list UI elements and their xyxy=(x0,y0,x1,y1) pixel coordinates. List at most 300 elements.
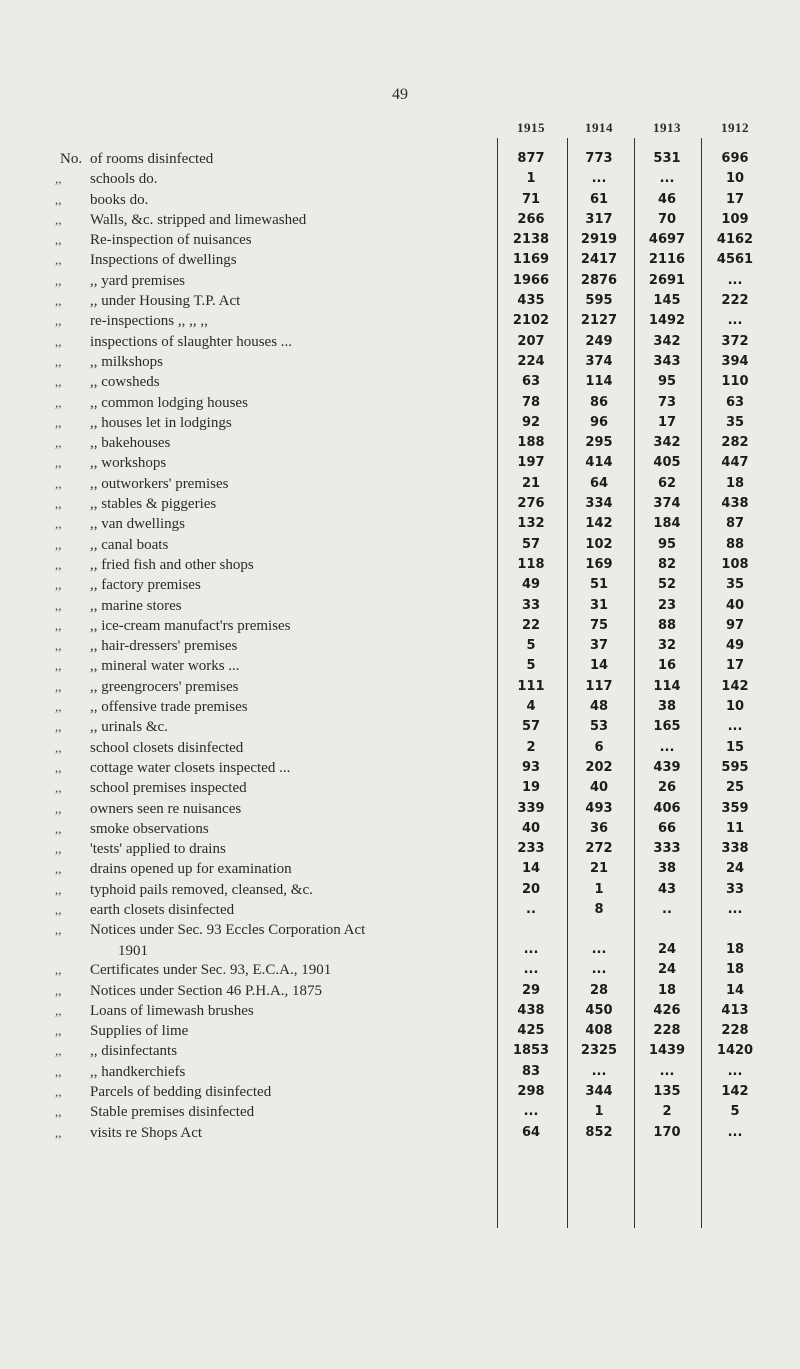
row-label: ,, marine stores xyxy=(90,597,182,614)
value-1913: 1492 xyxy=(648,313,686,329)
table-row xyxy=(0,332,800,352)
value-1912: 142 xyxy=(721,678,749,694)
table-row xyxy=(0,717,800,737)
ditto-mark: ,, xyxy=(55,475,62,491)
table-row xyxy=(0,656,800,676)
value-1914: 169 xyxy=(585,556,613,572)
row-values xyxy=(497,616,769,636)
ditto-mark: ,, xyxy=(55,272,62,288)
value-1913: 342 xyxy=(653,435,681,451)
value-1914: 102 xyxy=(585,536,613,552)
value-1915: 78 xyxy=(521,394,541,410)
value-1912: 109 xyxy=(721,211,749,227)
table-row xyxy=(0,230,800,250)
row-label: ,, hair-dressers' premises xyxy=(90,638,238,655)
ditto-mark: ,, xyxy=(55,759,62,775)
value-1915: 877 xyxy=(517,151,545,166)
ditto-mark: ,, xyxy=(55,232,62,248)
value-1915: 40 xyxy=(521,820,541,836)
row-values xyxy=(497,250,769,270)
value-1915: 20 xyxy=(521,881,541,897)
value-1915: .. xyxy=(526,901,536,917)
ditto-mark: ,, xyxy=(55,455,62,471)
value-1915: 22 xyxy=(521,617,541,633)
value-1913: 70 xyxy=(657,211,677,227)
value-1914: 61 xyxy=(589,191,609,207)
row-values xyxy=(497,697,769,717)
value-1912: 110 xyxy=(721,374,749,390)
value-1912: 222 xyxy=(721,293,749,309)
ditto-mark: ,, xyxy=(55,841,62,857)
ditto-mark: ,, xyxy=(55,800,62,816)
value-1914: 1 xyxy=(594,1104,604,1120)
row-label: ,, milkshops xyxy=(90,353,163,370)
value-1912: 4162 xyxy=(716,232,754,248)
value-1913: 406 xyxy=(653,800,681,816)
value-1913: 228 xyxy=(653,1023,681,1039)
ditto-mark: ,, xyxy=(55,1043,62,1059)
value-1914: 2919 xyxy=(580,232,618,248)
value-1914: 37 xyxy=(589,638,609,654)
ditto-mark: ,, xyxy=(55,1023,62,1039)
row-label-continuation: 1901 xyxy=(118,942,148,959)
table-row xyxy=(0,1082,800,1102)
value-1914: 2417 xyxy=(580,252,618,268)
value-1915: 438 xyxy=(517,1002,545,1018)
value-1912: 5 xyxy=(730,1104,740,1120)
value-1913: 66 xyxy=(657,820,677,836)
row-values xyxy=(497,880,769,900)
value-1913: ... xyxy=(659,171,675,187)
row-values xyxy=(497,291,769,311)
value-1912: 696 xyxy=(721,151,749,166)
value-1912: 18 xyxy=(725,962,745,978)
table-row xyxy=(0,738,800,758)
row-label: ,, factory premises xyxy=(90,577,201,594)
year-1913: 1913 xyxy=(653,120,681,135)
value-1912: 25 xyxy=(725,780,745,796)
ditto-mark: ,, xyxy=(55,516,62,532)
row-values xyxy=(497,453,769,473)
ditto-mark: ,, xyxy=(55,313,62,329)
value-1915: 118 xyxy=(517,556,545,572)
value-1915: 2 xyxy=(526,739,536,755)
value-1914: 773 xyxy=(585,151,613,166)
row-values xyxy=(497,636,769,656)
table-row xyxy=(0,1062,800,1082)
value-1913: 82 xyxy=(657,556,677,572)
table-row xyxy=(0,839,800,859)
value-1915: 298 xyxy=(517,1084,545,1100)
value-1913: 4697 xyxy=(648,232,686,248)
row-values xyxy=(497,981,769,1001)
table-row xyxy=(0,616,800,636)
value-1913: 46 xyxy=(657,191,677,207)
value-1913: 405 xyxy=(653,455,681,471)
value-1912: 413 xyxy=(721,1002,749,1018)
ditto-mark: ,, xyxy=(55,962,62,978)
value-1914: ... xyxy=(591,962,607,978)
value-1914: ... xyxy=(591,1063,607,1079)
value-1912: ... xyxy=(727,272,743,288)
table-row xyxy=(0,677,800,697)
ditto-mark: ,, xyxy=(55,293,62,309)
ditto-mark: ,, xyxy=(55,1084,62,1100)
value-1913: 88 xyxy=(657,617,677,633)
value-1912: 15 xyxy=(725,739,745,755)
value-1912: 394 xyxy=(721,353,749,369)
row-label: Certificates under Sec. 93, E.C.A., 1901 xyxy=(90,962,332,979)
row-label: ,, under Housing T.P. Act xyxy=(90,293,241,310)
value-1913: 170 xyxy=(653,1124,681,1140)
ditto-mark: ,, xyxy=(55,496,62,512)
ditto-mark: ,, xyxy=(55,699,62,715)
value-1915: 339 xyxy=(517,800,545,816)
value-1912: 14 xyxy=(725,982,745,998)
row-label: Walls, &c. stripped and limewashed xyxy=(90,211,307,228)
row-label: ,, outworkers' premises xyxy=(90,475,229,492)
table-row xyxy=(0,1123,800,1143)
value-1915: ... xyxy=(523,942,539,958)
row-label: Supplies of lime xyxy=(90,1023,189,1040)
row-values xyxy=(497,900,769,920)
ditto-mark: ,, xyxy=(55,577,62,593)
row-values xyxy=(497,535,769,555)
table-row xyxy=(0,514,800,534)
row-values xyxy=(497,1082,769,1102)
value-1913: 165 xyxy=(653,719,681,735)
value-1912: 87 xyxy=(725,516,745,532)
value-1915: 4 xyxy=(526,699,536,715)
value-1915: 132 xyxy=(517,516,545,532)
ditto-mark: ,, xyxy=(55,252,62,268)
value-1914: 142 xyxy=(585,516,613,532)
value-1914: 2876 xyxy=(580,272,618,288)
value-1913: 43 xyxy=(657,881,677,897)
row-values xyxy=(497,474,769,494)
value-1912: ... xyxy=(727,901,743,917)
value-1912: 33 xyxy=(725,881,745,897)
table-row xyxy=(0,250,800,270)
row-label: ,, houses let in lodgings xyxy=(90,414,232,431)
ditto-mark: ,, xyxy=(55,638,62,654)
value-1913: 145 xyxy=(653,293,681,309)
row-label: school premises inspected xyxy=(90,780,247,797)
value-1915: 29 xyxy=(521,982,541,998)
table-row xyxy=(0,474,800,494)
value-1915: 1966 xyxy=(512,272,550,288)
row-values xyxy=(497,758,769,778)
value-1912: ... xyxy=(727,719,743,735)
value-1915: 5 xyxy=(526,658,536,674)
year-1915: 1915 xyxy=(517,120,545,135)
row-label: inspections of slaughter houses ... xyxy=(90,333,293,350)
value-1913: 333 xyxy=(653,841,681,857)
value-1914: 295 xyxy=(585,435,613,451)
value-1914: 64 xyxy=(589,475,609,491)
value-1915: 57 xyxy=(521,719,541,735)
ditto-mark: ,, xyxy=(55,435,62,451)
row-values xyxy=(497,819,769,839)
value-1912: ... xyxy=(727,1124,743,1140)
table-row xyxy=(0,819,800,839)
value-1915: 197 xyxy=(517,455,545,471)
row-values xyxy=(497,149,769,169)
row-values xyxy=(497,210,769,230)
table-row xyxy=(0,453,800,473)
value-1914: 117 xyxy=(585,678,613,694)
value-1913: 17 xyxy=(657,414,677,430)
ditto-mark: ,, xyxy=(55,1104,62,1120)
value-1912: 338 xyxy=(721,841,749,857)
ditto-mark: ,, xyxy=(55,353,62,369)
value-1913: 2691 xyxy=(648,272,686,288)
value-1914: 51 xyxy=(589,577,609,593)
row-label: books do. xyxy=(90,191,149,208)
row-values xyxy=(497,555,769,575)
value-1914: 48 xyxy=(589,699,609,715)
value-1915: 224 xyxy=(517,353,545,369)
row-label: earth closets disinfected xyxy=(90,901,235,918)
table-row xyxy=(0,1021,800,1041)
row-label: ,, disinfectants xyxy=(90,1043,178,1060)
table-row xyxy=(0,149,800,169)
value-1912: 35 xyxy=(725,577,745,593)
value-1912: 228 xyxy=(721,1023,749,1039)
table-row xyxy=(0,433,800,453)
value-1914: 28 xyxy=(589,982,609,998)
row-values xyxy=(497,393,769,413)
row-label: ,, canal boats xyxy=(90,536,169,553)
value-1912: 142 xyxy=(721,1084,749,1100)
row-label: schools do. xyxy=(90,171,158,188)
table-row xyxy=(0,413,800,433)
ditto-mark: ,, xyxy=(55,414,62,430)
value-1915: 49 xyxy=(521,577,541,593)
row-values xyxy=(497,514,769,534)
row-values xyxy=(497,799,769,819)
row-values xyxy=(497,575,769,595)
value-1913: 26 xyxy=(657,780,677,796)
value-1912: 49 xyxy=(725,638,745,654)
value-1914: 1 xyxy=(594,881,604,897)
value-1913: .. xyxy=(662,901,672,917)
value-1912: 35 xyxy=(725,414,745,430)
row-values xyxy=(497,859,769,879)
value-1914: 21 xyxy=(589,861,609,877)
value-1915: 435 xyxy=(517,293,545,309)
row-values xyxy=(497,717,769,737)
value-1913: 439 xyxy=(653,759,681,775)
year-1914: 1914 xyxy=(585,120,613,135)
value-1915: 21 xyxy=(521,475,541,491)
value-1914: 595 xyxy=(585,293,613,309)
value-1912: 40 xyxy=(725,597,745,613)
value-1912: 595 xyxy=(721,759,749,775)
value-1914: 374 xyxy=(585,353,613,369)
table-row xyxy=(0,697,800,717)
value-1914: 249 xyxy=(585,333,613,349)
row-label: visits re Shops Act xyxy=(90,1124,203,1141)
row-label: Notices under Sec. 93 Eccles Corporation Act 1901 xyxy=(90,920,365,961)
table-row xyxy=(0,1001,800,1021)
table-row xyxy=(0,799,800,819)
table-row xyxy=(0,981,800,1001)
value-1912: 447 xyxy=(721,455,749,471)
row-values xyxy=(497,433,769,453)
value-1915: 111 xyxy=(517,678,545,694)
row-values xyxy=(497,738,769,758)
row-values xyxy=(497,677,769,697)
value-1915: 276 xyxy=(517,496,545,512)
value-1914: 852 xyxy=(585,1124,613,1140)
table-row xyxy=(0,271,800,291)
value-1914: ... xyxy=(591,171,607,187)
value-1914: 8 xyxy=(594,901,604,917)
table-row xyxy=(0,1102,800,1122)
table-row xyxy=(0,555,800,575)
row-values xyxy=(497,940,769,960)
value-1913: 2 xyxy=(662,1104,672,1120)
value-1914: 86 xyxy=(589,394,609,410)
value-1915: 266 xyxy=(517,211,545,227)
ditto-mark: ,, xyxy=(55,901,62,917)
row-label: ,, handkerchiefs xyxy=(90,1063,186,1080)
table-row xyxy=(0,291,800,311)
value-1912: 18 xyxy=(725,942,745,958)
row-label: cottage water closets inspected ... xyxy=(90,759,291,776)
ditto-mark: ,, xyxy=(55,617,62,633)
value-1915: 2102 xyxy=(512,313,550,329)
value-1915: 64 xyxy=(521,1124,541,1140)
value-1915: 57 xyxy=(521,536,541,552)
value-1914: 6 xyxy=(594,739,604,755)
value-1913: 342 xyxy=(653,333,681,349)
value-1915: 83 xyxy=(521,1063,541,1079)
table-row xyxy=(0,494,800,514)
value-1915: 1853 xyxy=(512,1043,550,1059)
table-row xyxy=(0,778,800,798)
value-1912: 88 xyxy=(725,536,745,552)
value-1913: 114 xyxy=(653,678,681,694)
row-label: ,, yard premises xyxy=(90,272,185,289)
value-1913: 24 xyxy=(657,962,677,978)
row-values xyxy=(497,494,769,514)
ditto-mark: ,, xyxy=(55,1124,62,1140)
ditto-mark: ,, xyxy=(55,881,62,897)
value-1914: 53 xyxy=(589,719,609,735)
row-label: 'tests' applied to drains xyxy=(90,841,226,858)
value-1912: 372 xyxy=(721,333,749,349)
value-1912: ... xyxy=(727,313,743,329)
value-1914: 408 xyxy=(585,1023,613,1039)
row-values xyxy=(497,1062,769,1082)
value-1914: 272 xyxy=(585,841,613,857)
value-1913: 32 xyxy=(657,638,677,654)
ditto-mark: ,, xyxy=(55,1002,62,1018)
ditto-mark: ,, xyxy=(55,1063,62,1079)
row-label: ,, mineral water works ... xyxy=(90,658,240,675)
value-1913: 1439 xyxy=(648,1043,686,1059)
value-1914: 334 xyxy=(585,496,613,512)
value-1913: 2116 xyxy=(648,252,686,268)
row-values xyxy=(497,169,769,189)
row-label: of rooms disinfected xyxy=(90,151,214,167)
value-1915: 233 xyxy=(517,841,545,857)
value-1915: 207 xyxy=(517,333,545,349)
value-1913: 135 xyxy=(653,1084,681,1100)
value-1912: 282 xyxy=(721,435,749,451)
ditto-mark: ,, xyxy=(55,982,62,998)
value-1914: 2325 xyxy=(580,1043,618,1059)
row-values xyxy=(497,1001,769,1021)
row-label: ,, fried fish and other shops xyxy=(90,556,254,573)
row-label: ,, bakehouses xyxy=(90,435,171,452)
value-1915: 93 xyxy=(521,759,541,775)
value-1915: 92 xyxy=(521,414,541,430)
value-1914: 40 xyxy=(589,780,609,796)
ditto-mark: ,, xyxy=(55,556,62,572)
value-1912: 18 xyxy=(725,475,745,491)
table-row xyxy=(0,920,800,960)
value-1915: 1 xyxy=(526,171,536,187)
page-number: 49 xyxy=(392,86,408,103)
value-1914: 317 xyxy=(585,211,613,227)
value-1915: 2138 xyxy=(512,232,550,248)
table-row xyxy=(0,859,800,879)
value-1913: ... xyxy=(659,739,675,755)
ditto-mark: ,, xyxy=(55,171,62,187)
value-1914: 96 xyxy=(589,414,609,430)
ditto-mark: ,, xyxy=(55,333,62,349)
ditto-mark: ,, xyxy=(55,719,62,735)
ditto-mark: ,, xyxy=(55,739,62,755)
ditto-mark: ,, xyxy=(55,394,62,410)
ditto-mark: ,, xyxy=(55,922,62,938)
no-label: No. xyxy=(60,151,83,167)
value-1913: 426 xyxy=(653,1002,681,1018)
value-1912: 17 xyxy=(725,658,745,674)
value-1913: 95 xyxy=(657,374,677,390)
value-1914: 450 xyxy=(585,1002,613,1018)
value-1913: 95 xyxy=(657,536,677,552)
row-label: Notices under Section 46 P.H.A., 1875 xyxy=(90,982,323,999)
table-row xyxy=(0,311,800,331)
row-label: ,, cowsheds xyxy=(90,374,160,391)
row-label: ,, greengrocers' premises xyxy=(90,678,239,695)
row-label: school closets disinfected xyxy=(90,739,244,756)
row-label: ,, urinals &c. xyxy=(90,719,168,736)
ditto-mark: ,, xyxy=(55,678,62,694)
value-1915: 5 xyxy=(526,638,536,654)
ditto-mark: ,, xyxy=(55,820,62,836)
value-1913: 343 xyxy=(653,353,681,369)
row-values xyxy=(497,352,769,372)
value-1913: 374 xyxy=(653,496,681,512)
row-values xyxy=(497,311,769,331)
value-1913: 38 xyxy=(657,699,677,715)
value-1914: 75 xyxy=(589,617,609,633)
row-label: smoke observations xyxy=(90,820,209,837)
table-row xyxy=(0,758,800,778)
value-1913: 18 xyxy=(657,982,677,998)
row-values xyxy=(497,1123,769,1143)
table-row xyxy=(0,575,800,595)
value-1914: 31 xyxy=(589,597,609,613)
table-row xyxy=(0,169,800,189)
ditto-mark: ,, xyxy=(55,861,62,877)
value-1914: ... xyxy=(591,942,607,958)
